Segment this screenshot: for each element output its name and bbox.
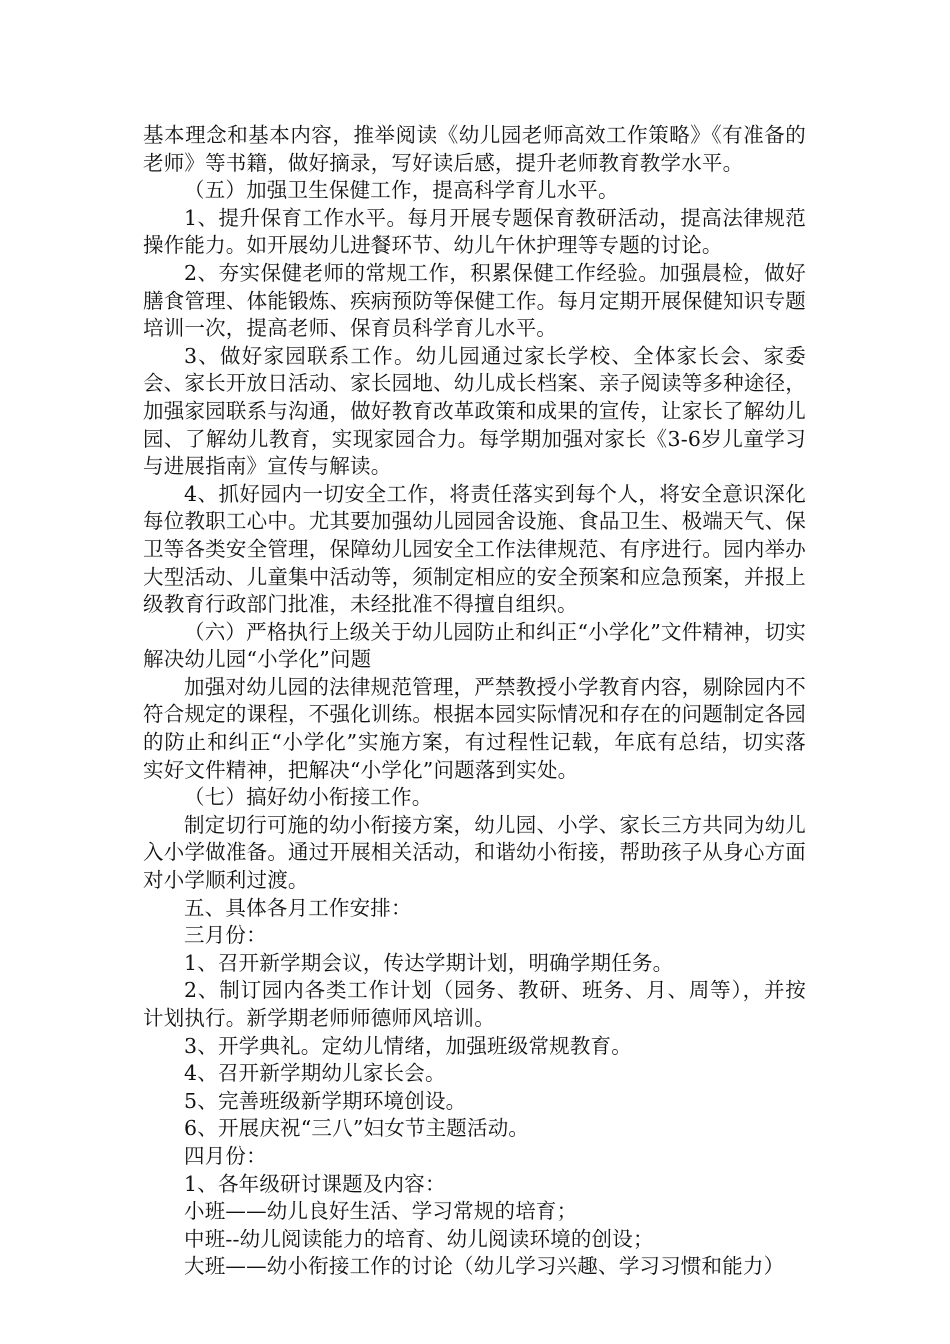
section-heading: （七）搞好幼小衔接工作。 — [184, 785, 433, 810]
paragraph: 基本理念和基本内容，推举阅读《幼儿园老师高效工作策略》《有准备的老师》等书籍，做好摘录，写好读后感，提升老师教育教学水平。 — [143, 123, 806, 175]
paragraph: 制定切行可施的幼小衔接方案，幼儿园、小学、家长三方共同为幼儿入小学做准备。通过开展相关活动，和谐幼小衔接，帮助孩子从身心方面对小学顺利过渡。 — [143, 812, 806, 893]
list-item: 2、制订园内各类工作计划（园务、教研、班务、月、周等），并按计划执行。新学期老师师德师风培训。 — [143, 978, 806, 1030]
paragraph: 加强对幼儿园的法律规范管理，严禁教授小学教育内容，剔除园内不符合规定的课程，不强化训练。根据本园实际情况和存在的问题制定各园的防止和纠正“小学化”实施方案，有过程性记载，年底有总结，切实落实好文件精神，把解决“小学化”问题落到实处。 — [143, 674, 806, 782]
list-item: 大班——幼小衔接工作的讨论（幼儿学习兴趣、学习习惯和能力） — [184, 1254, 785, 1279]
month-heading: 三月份： — [184, 923, 267, 948]
paragraph: 2、夯实保健老师的常规工作，积累保健工作经验。加强晨检，做好膳食管理、体能锻炼、疾病预防等保健工作。每月定期开展保健知识专题培训一次，提高老师、保育员科学育儿水平。 — [143, 260, 806, 341]
section-heading: （六）严格执行上级关于幼儿园防止和纠正“小学化”文件精神，切实解决幼儿园“小学化”问题 — [143, 619, 806, 672]
document-body — [143, 122, 806, 1281]
paragraph: 4、抓好园内一切安全工作，将责任落实到每个人，将安全意识深化每位教职工心中。尤其要加强幼儿园园舍设施、食品卫生、极端天气、保卫等各类安全管理，保障幼儿园安全工作法律规范、有序进行。园内举办大型活动、儿童集中活动等，须制定相应的安全预案和应急预案，并报上级教育行政部门批准，未经批准不得擅自组织。 — [143, 481, 806, 617]
list-item: 5、完善班级新学期环境创设。 — [184, 1088, 467, 1113]
section-heading: 五、具体各月工作安排： — [184, 895, 412, 920]
paragraph: 1、提升保育工作水平。每月开展专题保育教研活动，提高法律规范操作能力。如开展幼儿进餐环节、幼儿午休护理等专题的讨论。 — [143, 205, 806, 258]
list-item: 中班--幼儿阅读能力的培育、幼儿阅读环境的创设； — [184, 1226, 654, 1251]
list-item: 小班——幼儿良好生活、学习常规的培育； — [184, 1199, 578, 1224]
list-item: 3、开学典礼。定幼儿情绪，加强班级常规教育。 — [184, 1033, 632, 1058]
list-item: 1、各年级研讨课题及内容： — [184, 1171, 446, 1196]
list-item: 6、开展庆祝“三八”妇女节主题活动。 — [184, 1116, 530, 1141]
list-item: 4、召开新学期幼儿家长会。 — [184, 1061, 446, 1086]
section-heading: （五）加强卫生保健工作，提高科学育儿水平。 — [184, 178, 619, 203]
list-item: 1、召开新学期会议，传达学期计划，明确学期任务。 — [184, 950, 674, 975]
paragraph: 3、做好家园联系工作。幼儿园通过家长学校、全体家长会、家委会、家长开放日活动、家长园地、幼儿成长档案、亲子阅读等多种途径，加强家园联系与沟通，做好教育改革政策和成果的宣传，让家长了解幼儿园、了解幼儿教育，实现家园合力。每学期加强对家长《3-6岁儿童学习与进展指南》宣传与解读。 — [143, 343, 806, 479]
month-heading: 四月份： — [184, 1143, 267, 1168]
